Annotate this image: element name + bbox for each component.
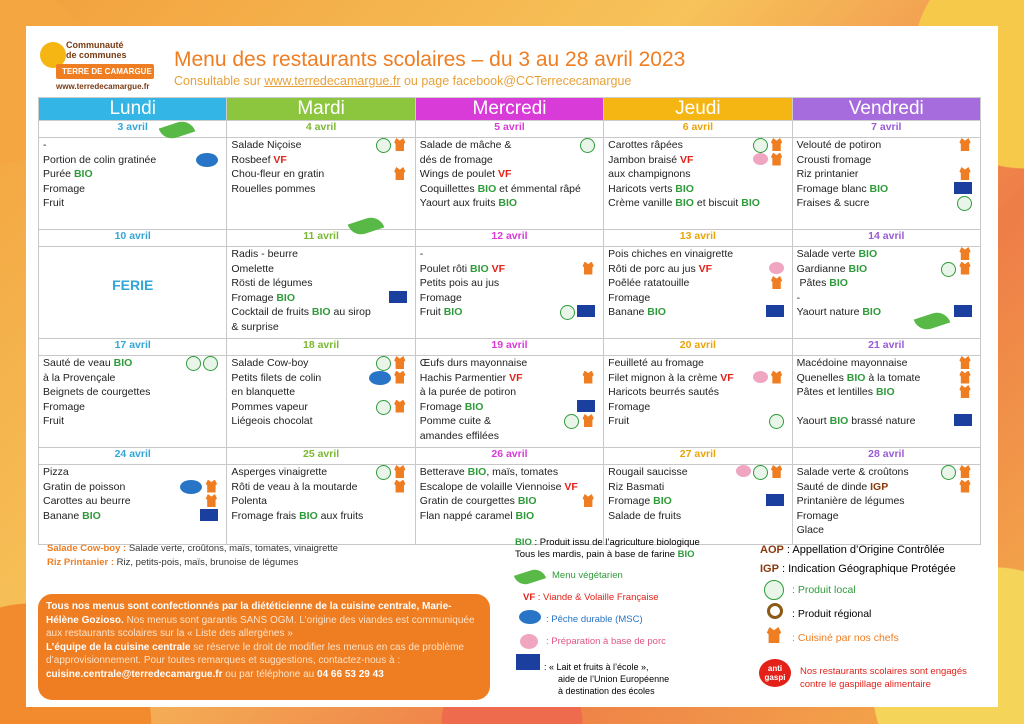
date-cell: 11 avril xyxy=(227,230,415,247)
legend-eu-3: à destination des écoles xyxy=(558,686,655,696)
chef-hat-icon xyxy=(393,138,407,151)
menu-cell: Salade verte & croûtons Sauté de dinde IGP Printanière de légumes Fromage Glace xyxy=(792,465,980,545)
chef-hat-icon xyxy=(393,400,407,413)
logo-band: TERRE DE CAMARGUE xyxy=(56,64,154,79)
local-product-icon xyxy=(186,356,201,371)
menu-cell: Pizza Gratin de poisson Carottes au beurre Banane BIO xyxy=(39,465,227,545)
info-box: Tous nos menus sont confectionnés par la diététicienne de la cuisine centrale, Marie-Hélène Gozioso. Nos menus sont garantis SANS OGM. L’origine des viandes est communiquée aux restaurants scolaires sur la « Liste des allergènes » L’équipe de la cuisine centrale se réserve le droit de modifier les menus en cas de problème d’approvisionnement. Pour toutes remarques et suggestions, contactez-nous à : cuisine.centrale@terredecamargue.fr ou par téléphone au 04 66 53 29 43 xyxy=(38,594,490,700)
date-cell: 25 avril xyxy=(227,448,415,465)
menu-table xyxy=(38,97,981,545)
day-header-jeudi: Jeudi xyxy=(604,98,792,121)
date-cell: 28 avril xyxy=(792,448,980,465)
chef-hat-icon xyxy=(958,385,972,398)
chef-hat-icon xyxy=(958,465,972,478)
chef-hat-icon xyxy=(393,465,407,478)
page-subtitle: Consultable sur www.terredecamargue.fr ou page facebook@CCTerrececamargue xyxy=(174,74,632,88)
chef-hat-icon xyxy=(958,371,972,384)
chef-hat-icon xyxy=(770,371,784,384)
menu-cell: Macédoine mayonnaise Quenelles BIO à la tomate Pâtes et lentilles BIO Yaourt BIO brassé nature xyxy=(792,356,980,448)
holiday-label: FERIE xyxy=(112,277,154,293)
chef-hat-icon xyxy=(204,480,218,493)
date-cell: 24 avril xyxy=(39,448,227,465)
local-product-icon xyxy=(376,400,391,415)
logo-line2: de communes xyxy=(66,50,127,60)
legend-porc: : Préparation à base de porc xyxy=(546,636,666,647)
date-cell: 7 avril xyxy=(792,121,980,138)
legend-vf: VF : Viande & Volaille Française xyxy=(523,592,659,603)
legend-aop: AOP : Appellation d’Origine Contrôlée xyxy=(760,544,945,556)
pig-icon xyxy=(753,153,768,165)
legend-antigaspi-2: contre le gaspillage alimentaire xyxy=(800,679,931,690)
pig-icon xyxy=(753,371,768,383)
page-title: Menu des restaurants scolaires – du 3 au 28 avril 2023 xyxy=(174,48,686,71)
anti-gaspi-badge: anti gaspi xyxy=(759,659,791,687)
day-header-mardi: Mardi xyxy=(227,98,415,121)
date-cell: 6 avril xyxy=(604,121,792,138)
legend-pain: Tous les mardis, pain à base de farine BIO xyxy=(515,549,695,560)
menu-cell: Asperges vinaigrette Rôti de veau à la moutarde Polenta Fromage frais BIO aux fruits xyxy=(227,465,415,545)
menu-cell: Betterave BIO, maïs, tomates Escalope de volaille Viennoise VF Gratin de courgettes BIO Flan nappé caramel BIO xyxy=(415,465,603,545)
date-cell: 13 avril xyxy=(604,230,792,247)
chef-hat-icon xyxy=(581,414,595,427)
local-product-icon xyxy=(564,414,579,429)
legend-bio: BIO : Produit issu de l’agriculture biologique xyxy=(515,537,700,548)
day-header-mercredi: Mercredi xyxy=(415,98,603,121)
eu-flag-icon xyxy=(516,654,540,670)
local-product-icon xyxy=(580,138,595,153)
logo-line1: Communauté xyxy=(66,40,124,50)
menu-cell: Salade Niçoise Rosbeef VF Chou-fleur en gratin Rouelles pommes xyxy=(227,138,415,230)
chef-hat-icon xyxy=(958,138,972,151)
menu-cell: Rougail saucisse Riz Basmati Fromage BIO Salade de fruits xyxy=(604,465,792,545)
legend-chefs: : Cuisiné par nos chefs xyxy=(792,632,899,644)
logo-url: www.terredecamargue.fr xyxy=(56,82,150,91)
local-product-icon xyxy=(753,465,768,480)
eu-flag-icon xyxy=(766,494,784,506)
date-cell: 14 avril xyxy=(792,230,980,247)
date-cell: 20 avril xyxy=(604,339,792,356)
eu-flag-icon xyxy=(577,305,595,317)
chef-hat-icon xyxy=(765,627,783,643)
msc-fish-icon xyxy=(180,480,202,494)
logo xyxy=(36,34,156,96)
pig-icon xyxy=(769,262,784,274)
chef-hat-icon xyxy=(958,480,972,493)
regional-product-icon xyxy=(767,603,783,619)
phone-number: 04 66 53 29 43 xyxy=(317,668,384,680)
menu-cell: Carottes râpées Jambon braisé VF aux champignons Haricots verts BIO Crème vanille BIO et biscuit BIO xyxy=(604,138,792,230)
chef-hat-icon xyxy=(958,247,972,260)
chef-hat-icon xyxy=(581,494,595,507)
eu-flag-icon xyxy=(954,414,972,426)
website-link[interactable]: www.terredecamargue.fr xyxy=(264,74,401,88)
legend-veg: Menu végétarien xyxy=(552,570,623,581)
local-product-icon xyxy=(764,580,784,600)
date-cell: 19 avril xyxy=(415,339,603,356)
date-cell: 18 avril xyxy=(227,339,415,356)
note-cowboy: Salade Cow-boy : Salade verte, croûtons, maïs, tomates, vinaigrette xyxy=(47,543,338,554)
menu-cell: Velouté de potiron Crousti fromage Riz printanier Fromage blanc BIO Fraises & sucre xyxy=(792,138,980,230)
date-cell: 3 avril xyxy=(39,121,227,138)
day-header-lundi: Lundi xyxy=(39,98,227,121)
chef-hat-icon xyxy=(958,262,972,275)
eu-flag-icon xyxy=(200,509,218,521)
eu-flag-icon xyxy=(389,291,407,303)
chef-hat-icon xyxy=(770,276,784,289)
local-product-icon xyxy=(941,262,956,277)
menu-cell: Salade Cow-boy Petits filets de colin en blanquette Pommes vapeur Liégeois chocolat xyxy=(227,356,415,448)
menu-sheet xyxy=(26,26,998,707)
local-product-icon xyxy=(376,356,391,371)
legend-eu-2: aide de l’Union Européenne xyxy=(558,674,670,684)
legend-local: : Produit local xyxy=(792,584,856,596)
eu-flag-icon xyxy=(954,182,972,194)
msc-fish-icon xyxy=(196,153,218,167)
day-header-vendredi: Vendredi xyxy=(792,98,980,121)
date-cell: 21 avril xyxy=(792,339,980,356)
pig-icon xyxy=(736,465,751,477)
pig-icon xyxy=(520,634,538,649)
menu-cell: Œufs durs mayonnaise Hachis Parmentier VF à la purée de potiron Fromage BIO Pomme cuite & amandes effilées xyxy=(415,356,603,448)
msc-fish-icon xyxy=(369,371,391,385)
menu-cell: Pois chiches en vinaigrette Rôti de porc au jus VF Poêlée ratatouille Fromage Banane BIO xyxy=(604,247,792,339)
local-product-icon xyxy=(957,196,972,211)
eu-flag-icon xyxy=(954,305,972,317)
local-product-icon xyxy=(376,465,391,480)
eu-flag-icon xyxy=(766,305,784,317)
legend-eu-1: : « Lait et fruits à l’école », xyxy=(544,662,649,672)
chef-hat-icon xyxy=(393,371,407,384)
legend-regional: : Produit régional xyxy=(792,608,872,620)
local-product-icon xyxy=(941,465,956,480)
local-product-icon xyxy=(203,356,218,371)
local-product-icon xyxy=(560,305,575,320)
date-cell: 17 avril xyxy=(39,339,227,356)
chef-hat-icon xyxy=(958,356,972,369)
chef-hat-icon xyxy=(770,465,784,478)
menu-cell: - Portion de colin gratinée Purée BIO Fromage Fruit xyxy=(39,138,227,230)
date-cell: 27 avril xyxy=(604,448,792,465)
menu-cell: Salade verte BIO Gardianne BIO Pâtes BIO - Yaourt nature BIO xyxy=(792,247,980,339)
menu-cell xyxy=(39,247,227,339)
note-riz: Riz Printanier : Riz, petits-pois, maïs, brunoise de légumes xyxy=(47,557,299,568)
date-cell: 5 avril xyxy=(415,121,603,138)
email-link[interactable]: cuisine.centrale@terredecamargue.fr xyxy=(46,668,223,680)
chef-hat-icon xyxy=(770,138,784,151)
date-cell: 4 avril xyxy=(227,121,415,138)
legend-antigaspi-1: Nos restaurants scolaires sont engagés xyxy=(800,666,967,677)
menu-cell: Radis - beurre Omelette Rösti de légumes Fromage BIO Cocktail de fruits BIO au sirop & surprise xyxy=(227,247,415,339)
date-cell: 26 avril xyxy=(415,448,603,465)
chef-hat-icon xyxy=(393,480,407,493)
local-product-icon xyxy=(753,138,768,153)
local-product-icon xyxy=(376,138,391,153)
date-cell: 12 avril xyxy=(415,230,603,247)
legend-msc: : Pêche durable (MSC) xyxy=(546,614,643,625)
chef-hat-icon xyxy=(770,153,784,166)
msc-fish-icon xyxy=(519,610,541,624)
chef-hat-icon xyxy=(581,371,595,384)
local-product-icon xyxy=(769,414,784,429)
chef-hat-icon xyxy=(958,167,972,180)
date-cell: 10 avril xyxy=(39,230,227,247)
chef-hat-icon xyxy=(393,356,407,369)
eu-flag-icon xyxy=(577,400,595,412)
chef-hat-icon xyxy=(204,494,218,507)
menu-cell: Sauté de veau BIO à la Provençale Beignets de courgettes Fromage Fruit xyxy=(39,356,227,448)
vegetarian-leaf-icon xyxy=(514,567,546,588)
legend-igp: IGP : Indication Géographique Protégée xyxy=(760,563,956,575)
menu-cell: Feuilleté au fromage Filet mignon à la crème VF Haricots beurrés sautés Fromage Fruit xyxy=(604,356,792,448)
menu-cell: Salade de mâche & dés de fromage Wings de poulet VF Coquillettes BIO et émmental râpé Yaourt aux fruits BIO xyxy=(415,138,603,230)
chef-hat-icon xyxy=(393,167,407,180)
menu-cell: - Poulet rôti BIO VF Petits pois au jus Fromage Fruit BIO xyxy=(415,247,603,339)
chef-hat-icon xyxy=(581,262,595,275)
